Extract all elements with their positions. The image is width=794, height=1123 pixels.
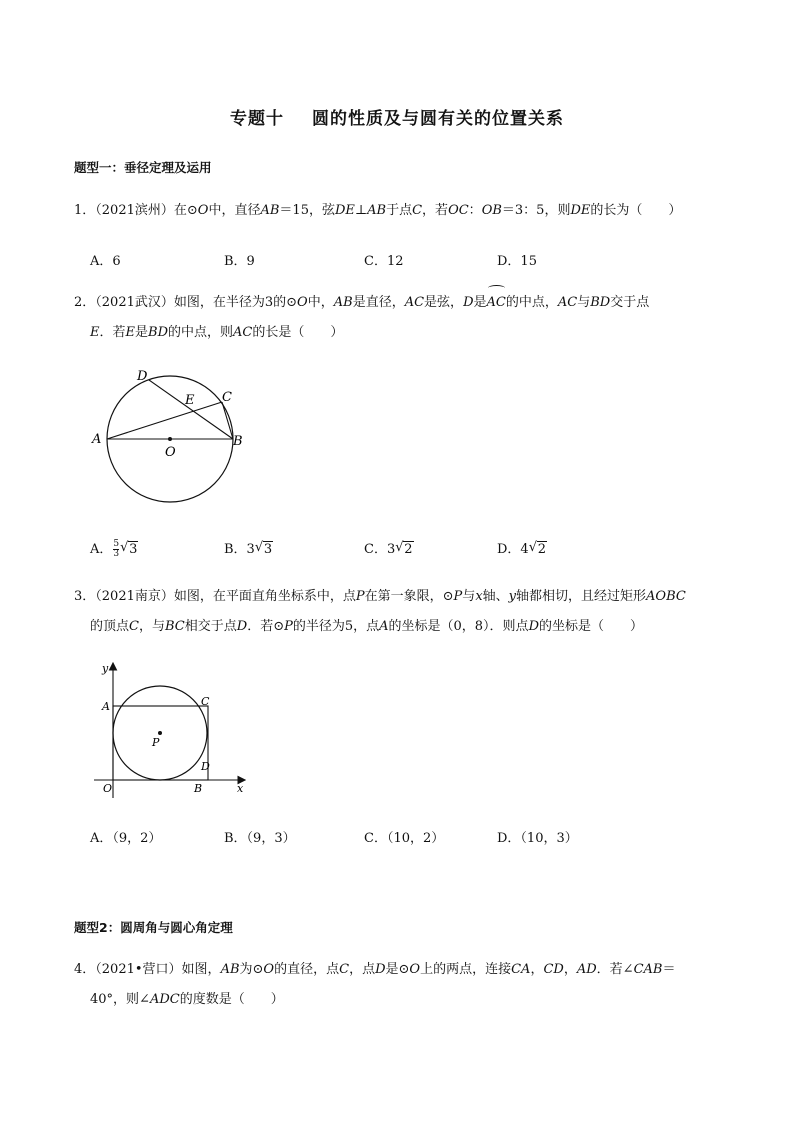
- q2-option-d-label: D．4: [497, 542, 529, 557]
- q2-option-c-radical: [395, 542, 413, 557]
- q4-text: ＝: [662, 962, 676, 977]
- question-4: [74, 955, 734, 1015]
- q2-option-a[interactable]: [90, 538, 138, 559]
- q4-var: CAB: [633, 962, 663, 977]
- q4-var: D: [375, 962, 386, 977]
- q2-option-b-label: B．3: [224, 542, 255, 557]
- q2-option-c-label: C．3: [364, 542, 396, 557]
- q3-option-c[interactable]: C．（10，2）: [364, 831, 445, 846]
- q2-text: 是弦，: [424, 295, 464, 310]
- q3-label-b: B: [194, 782, 203, 795]
- q3-center-dot: [158, 731, 162, 735]
- q3-label-o: O: [103, 782, 113, 795]
- section-heading-type1: 题型一：垂径定理及运用: [74, 160, 212, 175]
- q4-var: O: [409, 962, 421, 977]
- q4-var: ADC: [149, 992, 180, 1007]
- q3-var: P: [453, 589, 463, 604]
- q2-option-a-radical: [120, 542, 138, 557]
- q3-number: 3．: [74, 589, 96, 604]
- q4-text: 上的两点，连接: [420, 962, 512, 977]
- q3-text: 的半径为5，点: [292, 619, 380, 634]
- q2-var: AC: [404, 295, 425, 310]
- q3-rectangle-aobc: [113, 706, 208, 780]
- q3-var: D: [528, 619, 539, 634]
- q2-option-a-label: A．: [90, 542, 113, 557]
- q1-var: DE: [570, 203, 591, 218]
- q3-label-a: A: [102, 700, 110, 713]
- q4-text: ，: [530, 962, 544, 977]
- q2-label-e: E: [185, 393, 195, 408]
- q3-label-d: D: [201, 760, 210, 773]
- q2-var: AC: [557, 295, 578, 310]
- q1-var: O: [197, 203, 209, 218]
- q1-number: 1．: [74, 203, 96, 218]
- q1-source: （2021滨州）: [95, 203, 174, 218]
- q3-var: P: [355, 589, 365, 604]
- q2-text: 是: [135, 325, 149, 340]
- q2-center-dot: [168, 437, 172, 441]
- q2-option-b[interactable]: [224, 538, 273, 557]
- q4-var: CD: [543, 962, 564, 977]
- q1-option-a[interactable]: A．6: [90, 254, 121, 269]
- q3-figure-coordinate: [92, 658, 262, 800]
- q2-arc: AC: [487, 288, 506, 318]
- q3-option-d[interactable]: D．（10，3）: [497, 831, 578, 846]
- q1-var: OB: [481, 203, 502, 218]
- q2-var: D: [463, 295, 474, 310]
- q4-var: AB: [220, 962, 240, 977]
- q3-var: x: [475, 589, 483, 604]
- q2-option-b-radical: [255, 542, 273, 557]
- question-2: [74, 288, 734, 348]
- q2-var: AB: [333, 295, 353, 310]
- q4-text: 40°，则∠: [90, 992, 150, 1007]
- page-title: [0, 104, 794, 129]
- q2-var: BD: [148, 325, 169, 340]
- q3-text: 在第一象限，⊙: [364, 589, 454, 604]
- q4-text: ，点: [349, 962, 376, 977]
- q4-var: O: [263, 962, 275, 977]
- q2-radicand: 3: [263, 542, 273, 557]
- q3-label-c: C: [201, 695, 210, 708]
- q2-chord-bd: [149, 380, 233, 439]
- q1-var: C: [412, 203, 423, 218]
- q2-label-d: D: [137, 369, 148, 384]
- q2-var: AC: [233, 325, 253, 340]
- q3-label-y: y: [102, 662, 109, 675]
- q1-text: ＝15，弦: [279, 203, 335, 218]
- q1-option-d[interactable]: D．15: [497, 254, 537, 269]
- q2-radicand: 2: [537, 542, 546, 557]
- q2-var: BD: [590, 295, 611, 310]
- q2-label-a: A: [92, 432, 102, 447]
- q3-text: ．若⊙: [247, 619, 285, 634]
- q3-text: 的坐标是（0，8）．则点: [388, 619, 529, 634]
- q2-text: 是: [473, 295, 487, 310]
- q4-var: CA: [511, 962, 531, 977]
- q1-text: ＝3：5，则: [501, 203, 571, 218]
- q3-label-x: x: [237, 782, 244, 795]
- q2-text: 的中点，: [505, 295, 558, 310]
- q2-var: O: [297, 295, 308, 310]
- q4-text: 的直径，点: [274, 962, 340, 977]
- q4-source: （2021•营口）: [95, 962, 182, 977]
- q2-text: 与: [577, 295, 591, 310]
- q2-text: 的长是（ ）: [252, 325, 344, 340]
- q2-label-c: C: [222, 390, 232, 405]
- q2-label-b: B: [233, 434, 243, 449]
- q3-text: 如图，在平面直角坐标系中，点: [173, 589, 356, 604]
- q2-source: （2021武汉）: [95, 295, 174, 310]
- q4-var: C: [339, 962, 350, 977]
- title-part-1: 专题十: [230, 109, 284, 129]
- q2-figure-circle: [88, 362, 258, 512]
- q2-text: 是直径，: [352, 295, 405, 310]
- q3-source: （2021南京）: [95, 589, 174, 604]
- q3-label-p: P: [152, 736, 160, 749]
- q2-text: 的中点，则: [168, 325, 234, 340]
- q1-text: 在⊙: [173, 203, 198, 218]
- question-1: [74, 196, 734, 226]
- q1-var: DE: [334, 203, 355, 218]
- q3-option-a[interactable]: A．（9，2）: [90, 831, 162, 846]
- q3-text: ，与: [138, 619, 165, 634]
- q2-radicand: 2: [404, 542, 413, 557]
- q4-text: 是⊙: [385, 962, 410, 977]
- q2-chord-bc: [222, 402, 233, 439]
- q2-var: E: [90, 325, 100, 340]
- q4-number: 4．: [74, 962, 96, 977]
- q3-var: AOBC: [646, 589, 686, 604]
- q1-text: 的长为（ ）: [590, 203, 682, 218]
- q2-text: ．若: [99, 325, 126, 340]
- q3-text: 的坐标是（ ）: [539, 619, 644, 634]
- q3-var: P: [284, 619, 293, 634]
- q2-option-a-fraction: [113, 540, 119, 559]
- q2-var: E: [125, 325, 136, 340]
- q3-text: 相交于点: [184, 619, 237, 634]
- q4-text: ，: [563, 962, 577, 977]
- q3-var: C: [129, 619, 139, 634]
- q2-chord-ac: [107, 402, 222, 439]
- q1-var: AB: [367, 203, 387, 218]
- q3-var: D: [236, 619, 248, 634]
- q1-text: ，若: [422, 203, 449, 218]
- q1-var: OC: [448, 203, 469, 218]
- q4-var: AD: [576, 962, 597, 977]
- q3-option-b[interactable]: B．（9，3）: [224, 831, 296, 846]
- q4-text: 为⊙: [239, 962, 264, 977]
- title-part-2: 圆的性质及与圆有关的位置关系: [312, 109, 564, 129]
- q1-text: ：: [468, 203, 482, 218]
- q3-text: 与: [462, 589, 476, 604]
- q1-text: 于点: [386, 203, 413, 218]
- q3-var: y: [508, 589, 517, 604]
- q4-text: 如图，: [181, 962, 221, 977]
- q1-option-b[interactable]: B．9: [224, 254, 255, 269]
- q3-text: 轴都相切，且经过矩形: [516, 589, 647, 604]
- question-3: [74, 582, 734, 642]
- q3-text: 的顶点: [90, 619, 130, 634]
- q1-option-c[interactable]: C．12: [364, 254, 404, 269]
- q3-var: BC: [164, 619, 185, 634]
- q2-radicand: 3: [129, 542, 138, 557]
- section-heading-type2: 题型2：圆周角与圆心角定理: [74, 920, 233, 935]
- q4-text: 的度数是（ ）: [179, 992, 284, 1007]
- q1-text: ⊥: [354, 203, 368, 218]
- q2-option-d-radical: [529, 542, 547, 557]
- q2-number: 2．: [74, 295, 96, 310]
- q2-label-o: O: [165, 445, 176, 460]
- q2-frac-num: 5: [113, 539, 120, 549]
- q2-option-c[interactable]: [364, 538, 414, 557]
- q3-text: 轴、: [482, 589, 509, 604]
- q1-text: 中，直径: [208, 203, 261, 218]
- q2-text: 交于点: [610, 295, 650, 310]
- q3-var: A: [379, 619, 389, 634]
- q2-text: 如图，在半径为3的⊙: [173, 295, 298, 310]
- q1-var: AB: [260, 203, 280, 218]
- q4-text: ．若∠: [596, 962, 634, 977]
- q2-option-d[interactable]: [497, 538, 547, 557]
- q2-text: 中，: [307, 295, 334, 310]
- q2-frac-den: 3: [113, 549, 120, 559]
